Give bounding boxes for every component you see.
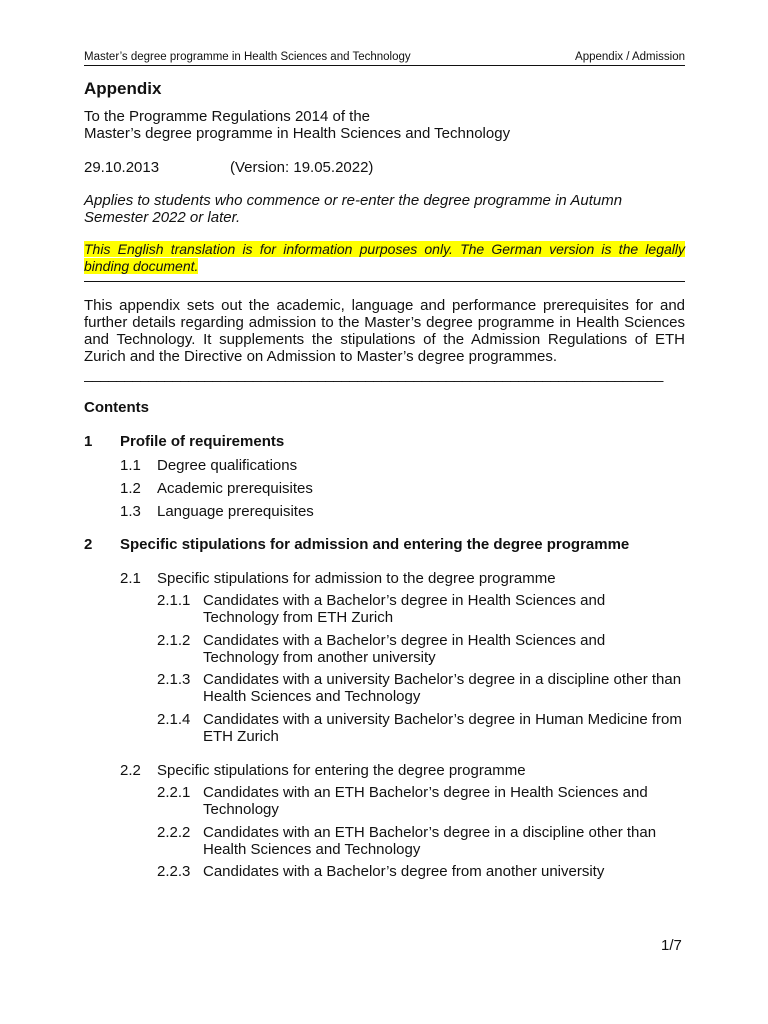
- toc-label: Degree qualifications: [157, 457, 298, 474]
- toc-number: 2.1.1: [157, 592, 191, 609]
- regulations-line-2: Master’s degree programme in Health Sciences and Technology: [84, 125, 511, 142]
- toc-number: 2.2.1: [157, 784, 191, 801]
- toc-number: 2.1.4: [157, 711, 191, 728]
- header-programme: Master’s degree programme in Health Sciences and Technology: [84, 51, 411, 63]
- toc-label: Language prerequisites: [157, 503, 314, 520]
- date-line: [84, 159, 374, 176]
- running-header: [84, 50, 685, 66]
- toc-number: 2: [84, 536, 93, 553]
- regulations-reference: [84, 108, 510, 142]
- toc-label: Candidates with an ETH Bachelor’s degree in a discipline other than Health Sciences and Technology: [203, 824, 657, 858]
- toc-label: Candidates with a university Bachelor’s degree in Human Medicine from ETH Zurich: [203, 711, 682, 745]
- toc-number: 2.1: [120, 570, 141, 587]
- toc-number: 1.2: [120, 480, 141, 497]
- toc-number: 2.2.2: [157, 824, 191, 841]
- intro-paragraph: This appendix sets out the academic, language and performance prerequisites for and further details regarding admission to the Master’s degree programme in Health Sciences and Technology. It supplements the stipulations of the Admission Regulations of ETH Zurich and the Directive on Admission to Master’s degree programmes.: [84, 297, 685, 365]
- toc-number: 2.2.3: [157, 863, 191, 880]
- applicability-note: Applies to students who commence or re-enter the degree programme in Autumn Semester 2022 or later.: [84, 192, 623, 226]
- regulations-line-1: To the Programme Regulations 2014 of the: [84, 108, 371, 125]
- toc-number: 1: [84, 433, 93, 450]
- toc-label: Candidates with a Bachelor’s degree from another university: [203, 863, 605, 880]
- toc-label: Academic prerequisites: [157, 480, 313, 497]
- disclaimer-highlight: This English translation is for information purposes only. The German version is the legally binding document.: [84, 241, 685, 274]
- version-date: (Version: 19.05.2022): [230, 159, 374, 176]
- toc-number: 2.1.3: [157, 671, 191, 688]
- divider: [84, 281, 685, 282]
- page-number: 1/7: [661, 937, 682, 954]
- toc-number: 2.2: [120, 762, 141, 779]
- toc-label: Specific stipulations for admission and entering the degree programme: [120, 536, 630, 553]
- toc-label: Candidates with a university Bachelor’s degree in a discipline other than Health Sciences and Technology: [203, 671, 682, 705]
- toc-number: 1.1: [120, 457, 141, 474]
- issue-date: 29.10.2013: [84, 159, 160, 176]
- header-section: Appendix / Admission: [575, 51, 685, 63]
- toc-label: Candidates with an ETH Bachelor’s degree in Health Sciences and Technology: [203, 784, 648, 818]
- toc-label: Candidates with a Bachelor’s degree in Health Sciences and Technology from ETH Zurich: [203, 592, 606, 626]
- toc-number: 2.1.2: [157, 632, 191, 649]
- page-title: Appendix: [84, 79, 162, 98]
- toc-label: Profile of requirements: [120, 433, 285, 450]
- translation-disclaimer: [84, 241, 685, 275]
- toc-label: Specific stipulations for entering the degree programme: [157, 762, 526, 779]
- contents-heading: Contents: [84, 399, 149, 416]
- underline-divider: ________________________________________________________________________: [84, 366, 664, 383]
- toc-number: 1.3: [120, 503, 141, 520]
- toc-label: Candidates with a Bachelor’s degree in Health Sciences and Technology from another university: [203, 632, 606, 666]
- toc-label: Specific stipulations for admission to the degree programme: [157, 570, 556, 587]
